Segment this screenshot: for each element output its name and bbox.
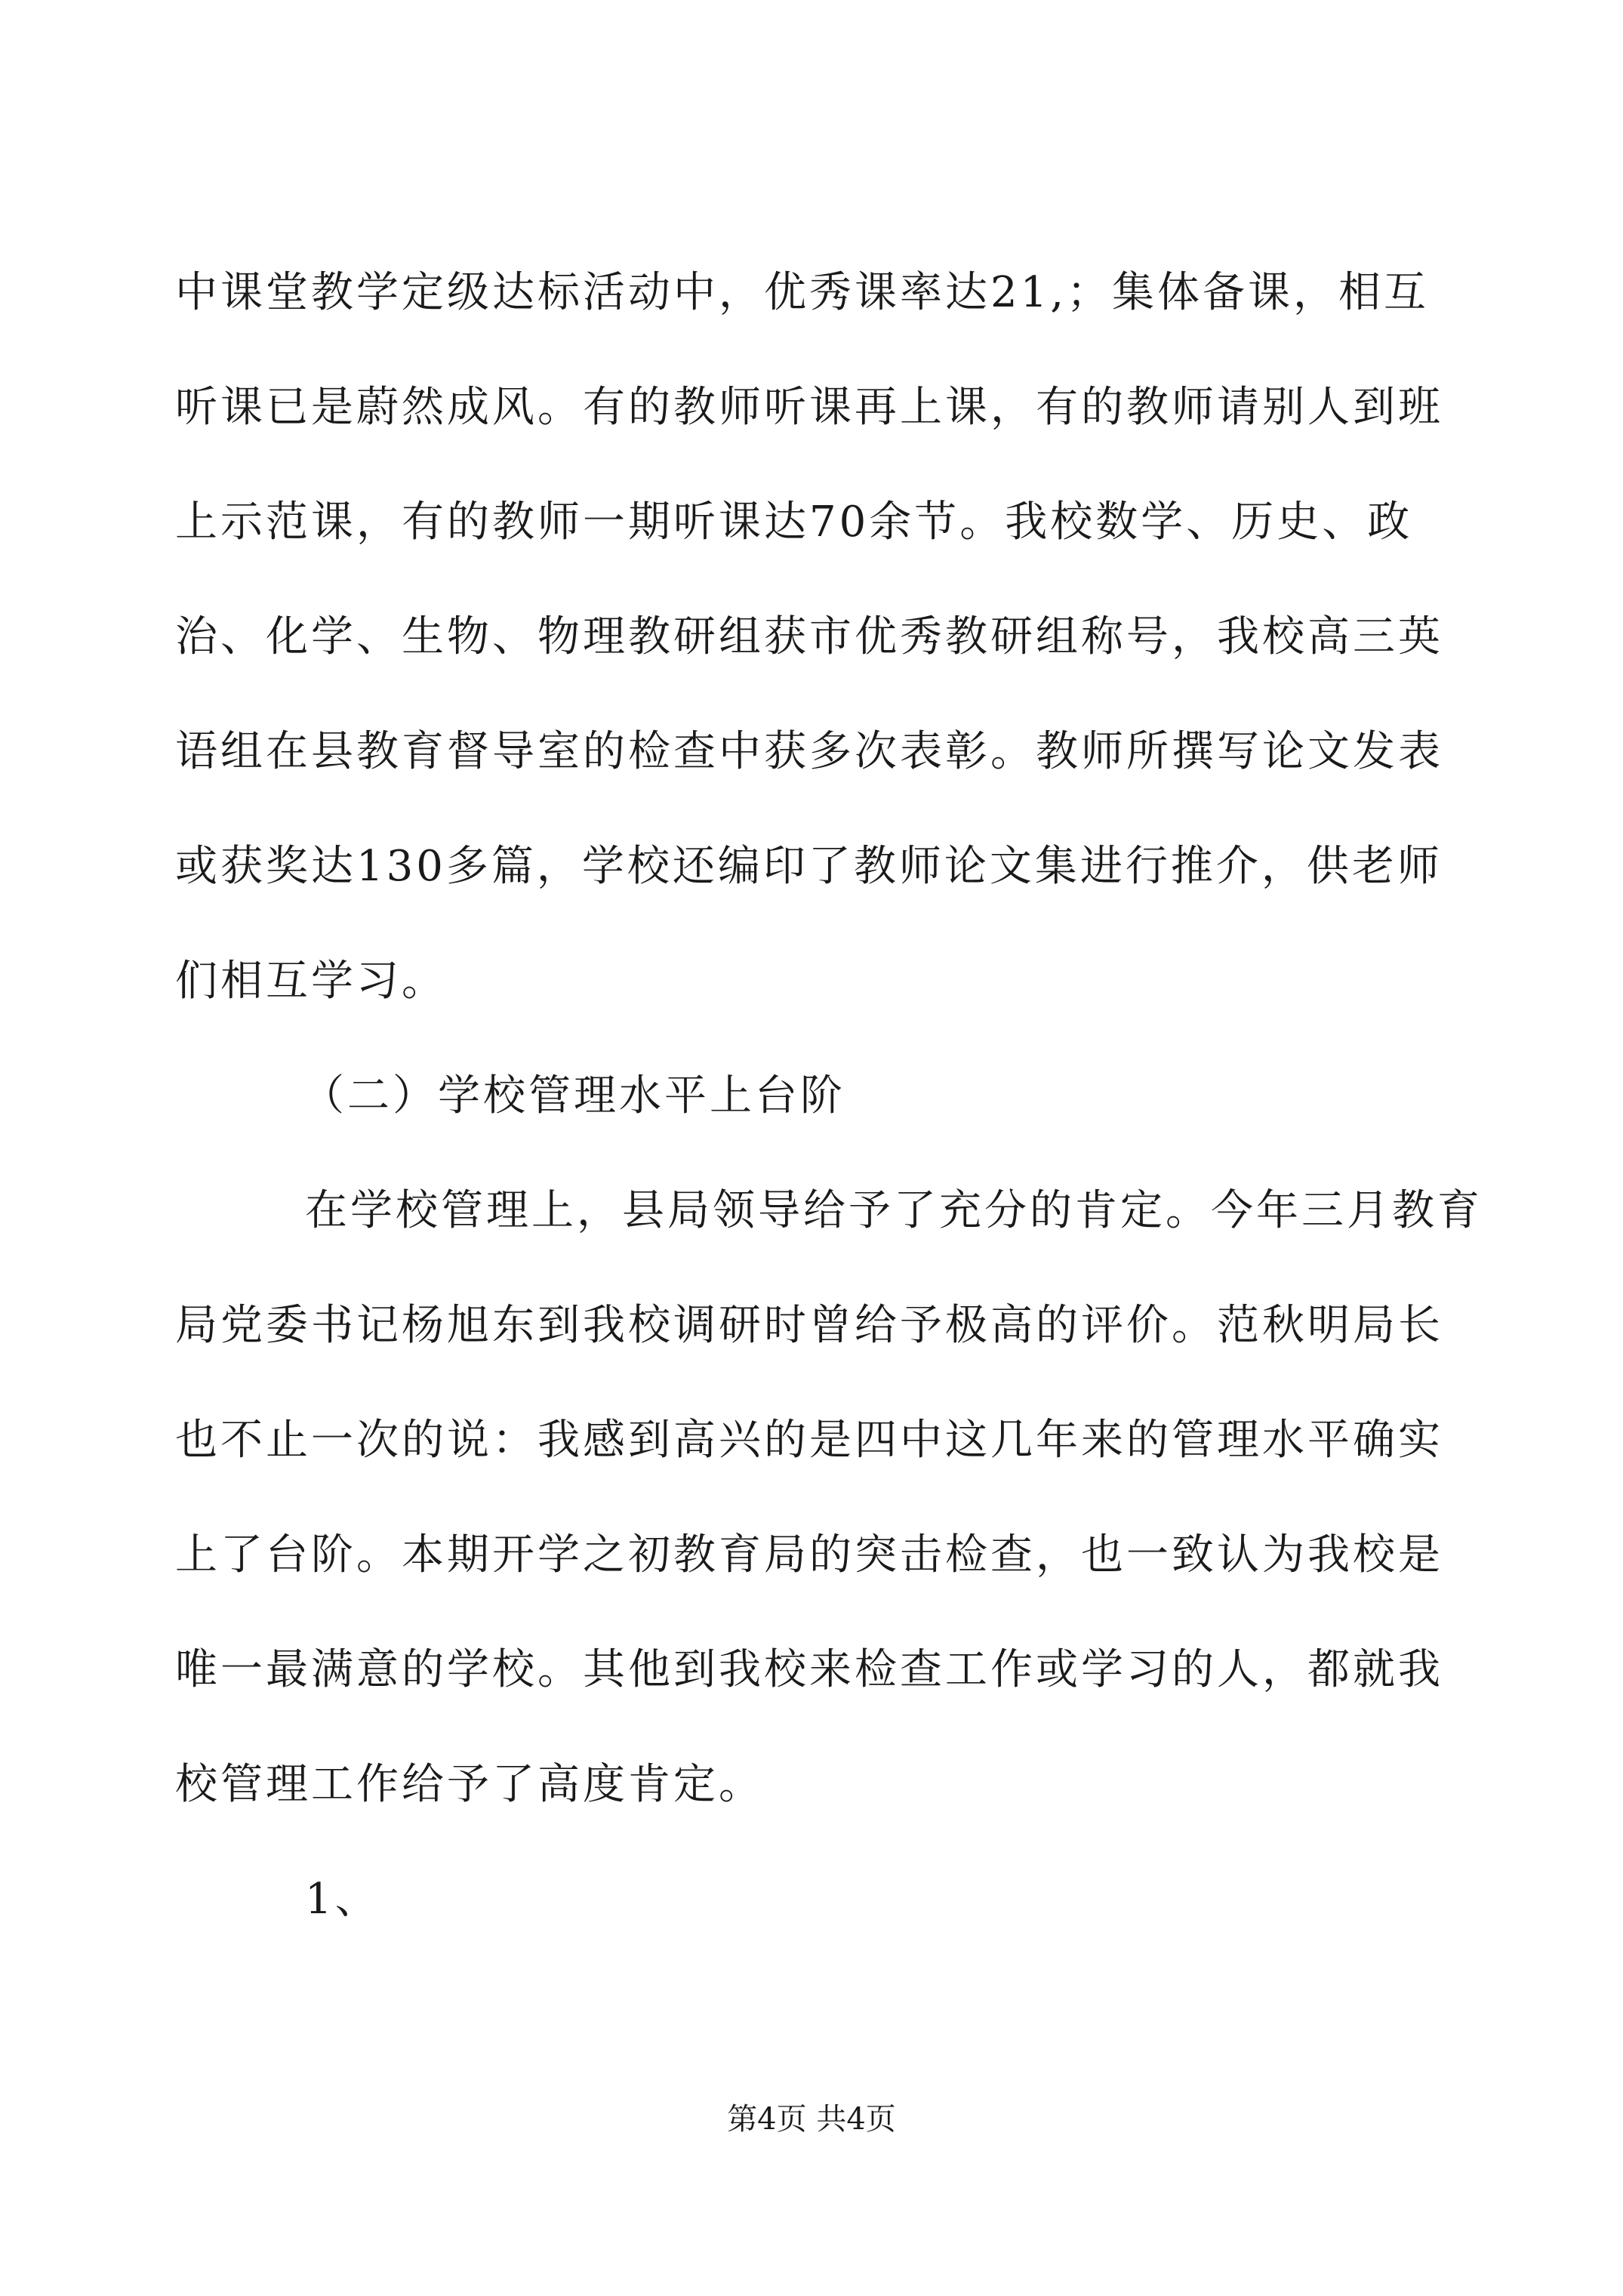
section-heading: （二）学校管理水平上台阶 (302, 1071, 845, 1120)
paragraph-line: 听课已是蔚然成风。有的教师听课再上课，有的教师请别人到班 (175, 383, 1443, 432)
paragraph-line: 在学校管理上，县局领导给予了充分的肯定。今年三月教育 (305, 1186, 1483, 1235)
paragraph-line: 语组在县教育督导室的检查中获多次表彰。教师所撰写论文发表 (175, 727, 1443, 776)
paragraph-line: 局党委书记杨旭东到我校调研时曾给予极高的评价。范秋明局长 (175, 1301, 1443, 1350)
paragraph-line: 治、化学、生物、物理教研组获市优秀教研组称号，我校高三英 (175, 612, 1443, 661)
paragraph-line: 校管理工作给予了高度肯定。 (175, 1760, 764, 1809)
list-item-number: 1、 (305, 1875, 380, 1924)
page-footer: 第4页 共4页 (727, 2102, 896, 2137)
paragraph-line: 也不止一次的说：我感到高兴的是四中这几年来的管理水平确实 (175, 1416, 1443, 1465)
paragraph-line: 们相互学习。 (175, 957, 447, 1006)
paragraph-line: 上示范课，有的教师一期听课达70余节。我校数学、历史、政 (175, 498, 1413, 547)
paragraph-line: 上了台阶。本期开学之初教育局的突击检查，也一致认为我校是 (175, 1530, 1443, 1579)
paragraph-line: 或获奖达130多篇，学校还编印了教师论文集进行推介，供老师 (175, 842, 1443, 891)
paragraph-line: 中课堂教学定级达标活动中，优秀课率达21,；集体备课，相互 (175, 268, 1430, 317)
paragraph-line: 唯一最满意的学校。其他到我校来检查工作或学习的人，都就我 (175, 1645, 1443, 1694)
